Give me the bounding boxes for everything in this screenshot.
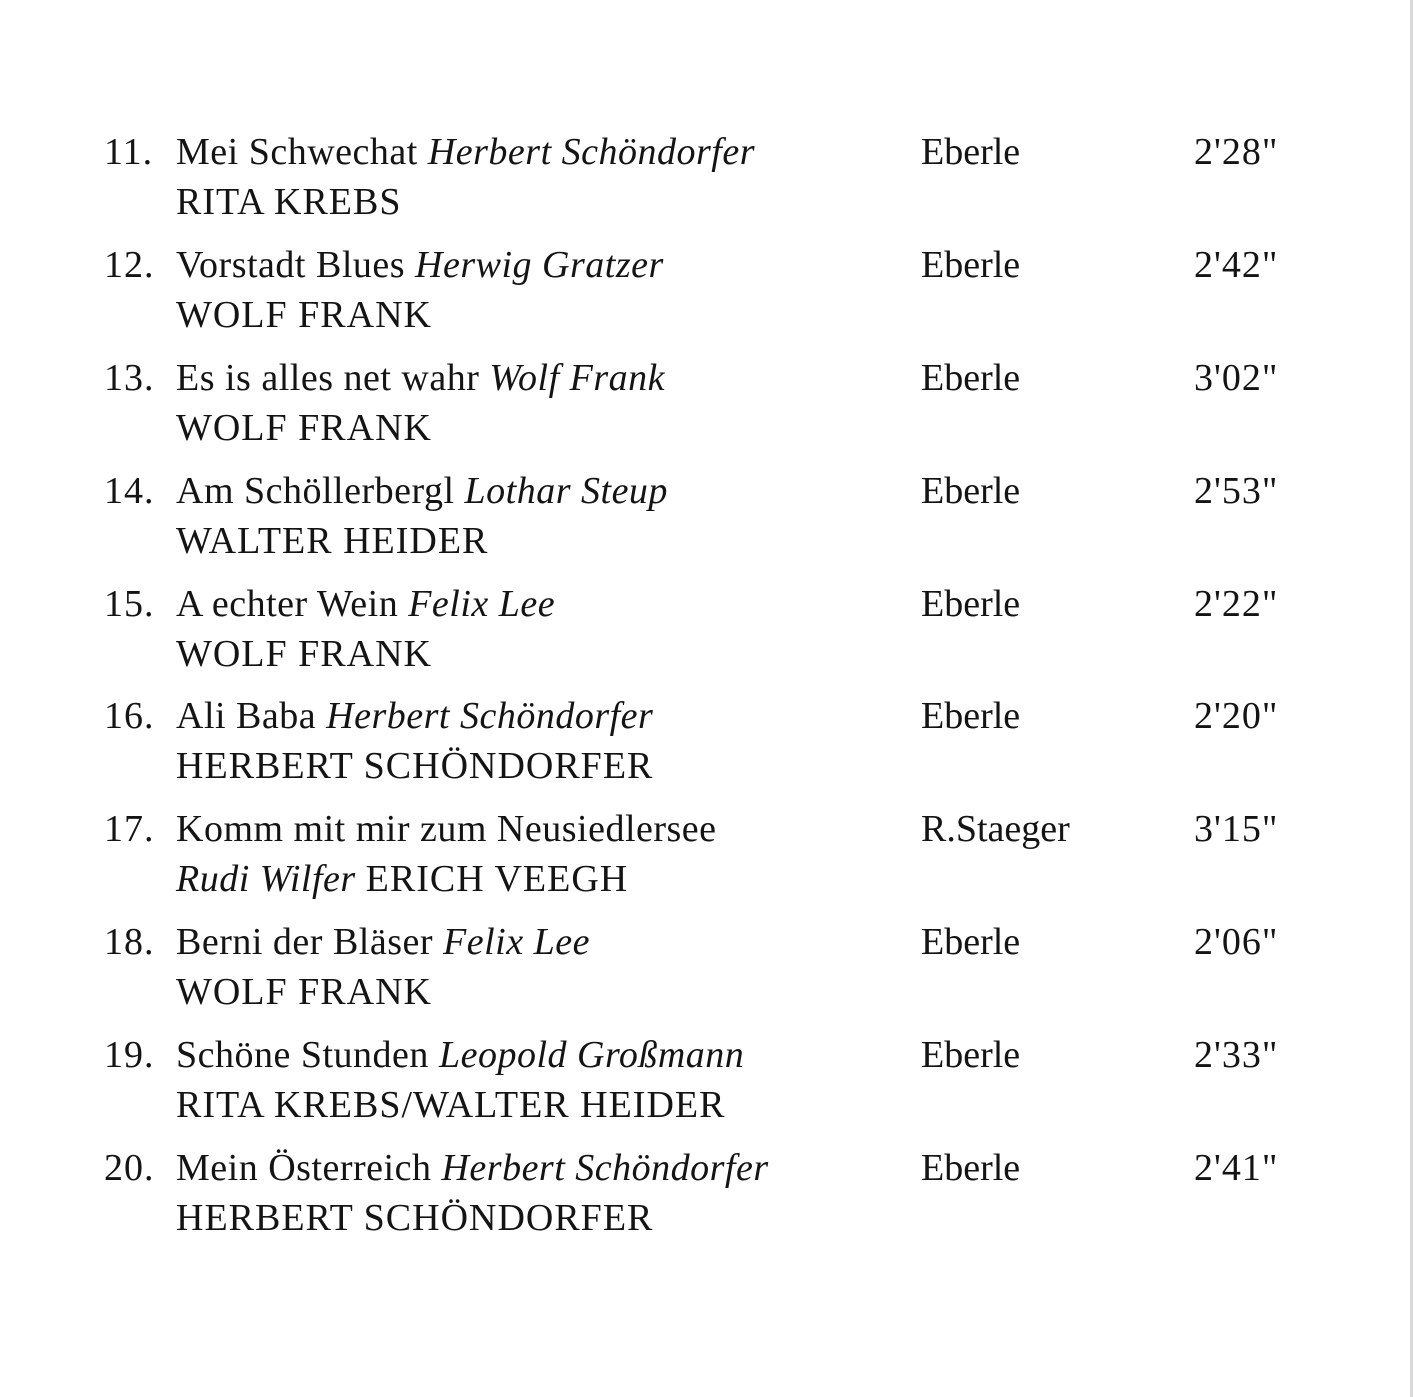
track-number: 20. [104, 1147, 155, 1189]
track-composer: Herbert Schöndorfer [427, 131, 755, 173]
track-composer: Wolf Frank [489, 357, 666, 399]
track-arranger: Eberle [921, 357, 1021, 399]
track-20 [0, 1143, 1413, 1253]
track-number: 14. [104, 470, 155, 512]
track-title: A echter Wein [176, 583, 399, 625]
track-artist-line [176, 403, 432, 453]
track-number: 16. [104, 695, 155, 737]
track-artist: HERBERT SCHÖNDORFER [176, 1197, 654, 1239]
track-title-line [176, 1143, 769, 1193]
track-artist-line [176, 629, 432, 679]
track-18 [0, 917, 1413, 1027]
track-arranger: Eberle [921, 583, 1021, 625]
track-duration: 2'28" [1194, 131, 1279, 173]
track-arranger: Eberle [921, 244, 1021, 286]
track-title-line [176, 1030, 744, 1080]
track-number: 19. [104, 1034, 155, 1076]
track-15 [0, 579, 1413, 689]
track-arranger: Eberle [921, 921, 1021, 963]
track-number: 18. [104, 921, 155, 963]
track-duration: 2'42" [1194, 244, 1279, 286]
track-title: Vorstadt Blues [176, 244, 406, 286]
track-composer: Herbert Schöndorfer [441, 1147, 769, 1189]
track-duration: 2'53" [1194, 470, 1279, 512]
track-number: 11. [104, 131, 154, 173]
track-artist: RITA KREBS/WALTER HEIDER [176, 1084, 726, 1126]
track-composer: Lothar Steup [464, 470, 668, 512]
track-number: 15. [104, 583, 155, 625]
track-title: Mein Österreich [176, 1147, 432, 1189]
track-14 [0, 466, 1413, 576]
track-arranger: Eberle [921, 1147, 1021, 1189]
track-artist-line [176, 967, 432, 1017]
track-title: Komm mit mir zum Neusiedlersee [176, 808, 717, 850]
track-composer: Leopold Großmann [438, 1034, 745, 1076]
track-arranger: Eberle [921, 1034, 1021, 1076]
track-title: Ali Baba [176, 695, 317, 737]
track-duration: 2'20" [1194, 695, 1279, 737]
track-title-line [176, 804, 717, 854]
track-composer: Rudi Wilfer [176, 858, 356, 900]
track-title: Berni der Bläser [176, 921, 434, 963]
track-artist-line [176, 1193, 653, 1243]
track-arranger: Eberle [921, 131, 1021, 173]
track-composer: Herbert Schöndorfer [326, 695, 654, 737]
track-11 [0, 127, 1413, 237]
track-duration: 2'41" [1194, 1147, 1279, 1189]
track-12 [0, 240, 1413, 350]
track-title-line [176, 917, 590, 967]
track-13 [0, 353, 1413, 463]
track-title-line [176, 240, 664, 290]
track-title-line [176, 353, 665, 403]
track-artist: WOLF FRANK [176, 971, 432, 1013]
track-duration: 3'15" [1194, 808, 1279, 850]
track-artist-line [176, 177, 402, 227]
track-duration: 2'33" [1194, 1034, 1279, 1076]
track-title-line [176, 579, 555, 629]
track-arranger: R.Staeger [921, 808, 1070, 850]
track-artist: WOLF FRANK [176, 294, 432, 336]
track-artist-line [176, 290, 432, 340]
track-artist: HERBERT SCHÖNDORFER [176, 745, 654, 787]
track-title: Es is alles net wahr [176, 357, 480, 399]
track-artist-line [176, 1080, 725, 1130]
track-title-line [176, 691, 653, 741]
track-arranger: Eberle [921, 695, 1021, 737]
track-artist: RITA KREBS [176, 181, 402, 223]
track-title: Mei Schwechat [176, 131, 418, 173]
track-title: Schöne Stunden [176, 1034, 429, 1076]
track-number: 13. [104, 357, 155, 399]
track-title-line [176, 466, 668, 516]
track-duration: 2'22" [1194, 583, 1279, 625]
track-duration: 3'02" [1194, 357, 1279, 399]
track-composer: Herwig Gratzer [415, 244, 664, 286]
track-16 [0, 691, 1413, 801]
track-artist: WOLF FRANK [176, 407, 432, 449]
track-number: 17. [104, 808, 155, 850]
track-17 [0, 804, 1413, 914]
track-title: Am Schöllerbergl [176, 470, 455, 512]
track-duration: 2'06" [1194, 921, 1279, 963]
track-artist: WALTER HEIDER [176, 520, 489, 562]
track-composer: Felix Lee [408, 583, 556, 625]
track-artist-line [176, 516, 488, 566]
track-arranger: Eberle [921, 470, 1021, 512]
track-artist: ERICH VEEGH [365, 858, 629, 900]
track-19 [0, 1030, 1413, 1140]
track-title-line [176, 127, 755, 177]
track-artist: WOLF FRANK [176, 633, 432, 675]
track-number: 12. [104, 244, 155, 286]
track-artist-line [176, 854, 628, 904]
track-composer: Felix Lee [443, 921, 590, 963]
track-artist-line [176, 741, 653, 791]
